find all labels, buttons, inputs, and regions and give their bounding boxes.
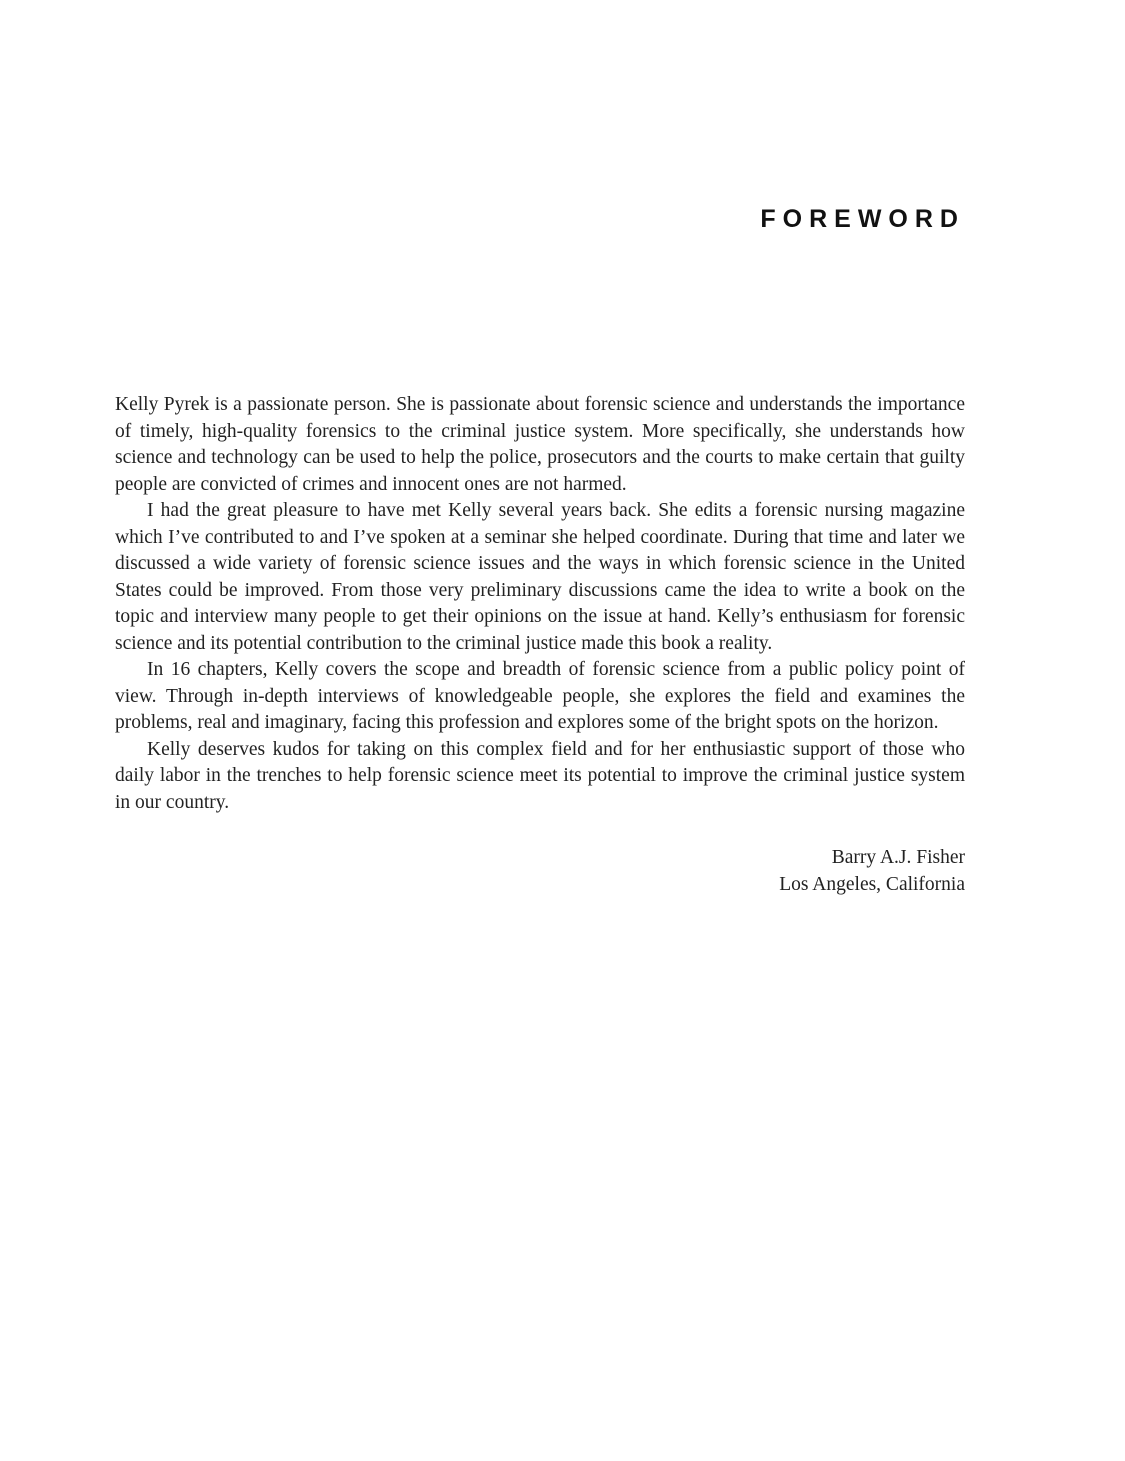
body-paragraph-3: In 16 chapters, Kelly covers the scope and breadth of forensic science from a public policy point of view. Through in-depth interviews of knowledgeable people, she explores the field and examines the problems, real and imaginary, facing this profession and explores some of the bright spots on the horizon. [115,659,965,733]
body-paragraph-1: Kelly Pyrek is a passionate person. She is passionate about forensic science and understands the importance of timely, high-quality forensics to the criminal justice system. More specifically, she understands how science and technology can be used to help the police, prosecutors and the courts to make certain that guilty people are convicted of crimes and innocent ones are not harmed. [115,394,965,495]
body-paragraph-4: Kelly deserves kudos for taking on this complex field and for her enthusiastic support of those who daily labor in the trenches to help forensic science meet its potential to improve the criminal justice system in our country. [115,738,965,813]
body-paragraph-2: I had the great pleasure to have met Kelly several years back. She edits a forensic nursing magazine which I’ve contributed to and I’ve spoken at a seminar she helped coordinate. During that time and later we discussed a wide variety of forensic science issues and the ways in which forensic science in the United States could be improved. From those very preliminary discussions came the idea to write a book on the topic and interview many people to get their opinions on the issue at hand. Kelly’s enthusiasm for forensic science and its potential contribution to the criminal justice made this book a reality. [115,500,965,654]
foreword-body [115,392,965,816]
foreword-title: FOREWORD [760,205,965,233]
signature-block [115,844,965,898]
text-block [115,0,965,898]
signature-location: Los Angeles, California [779,874,965,895]
signature-name: Barry A.J. Fisher [831,847,965,868]
